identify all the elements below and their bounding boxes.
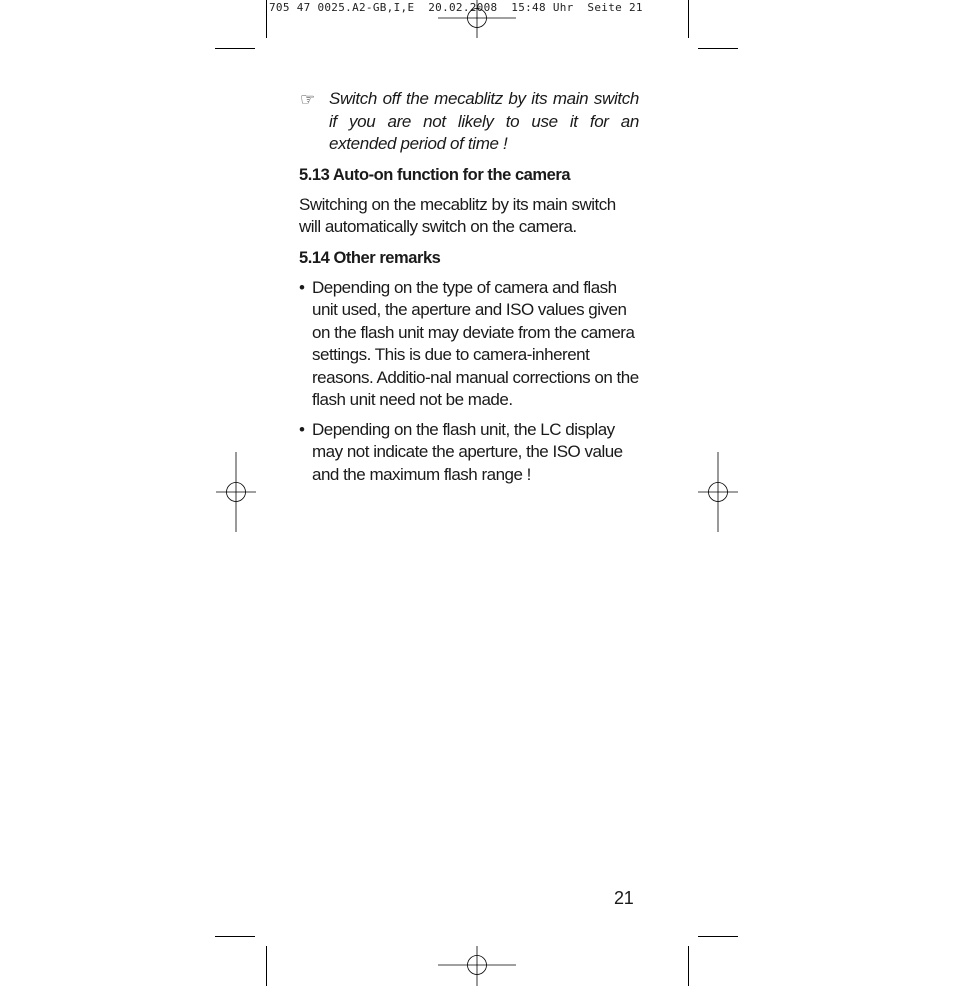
remarks-list [299, 277, 639, 487]
crop-mark [698, 936, 738, 937]
crop-mark [215, 936, 255, 937]
section-heading-5-13: 5.13 Auto-on function for the camera [299, 165, 571, 184]
page-content [299, 88, 639, 493]
crop-mark [266, 946, 267, 986]
registration-mark-top [436, 0, 518, 40]
crop-mark [688, 0, 689, 38]
crop-mark [688, 946, 689, 986]
list-item-text: Depending on the flash unit, the LC display may not indicate the aperture, the ISO value and the maximum flash range ! [312, 419, 623, 484]
bullet-icon: • [299, 419, 305, 439]
list-item [299, 419, 639, 487]
section-heading-5-14: 5.14 Other remarks [299, 248, 441, 267]
tip-note [299, 88, 639, 156]
page-number: 21 [614, 888, 634, 908]
tip-note-text: Switch off the mecablitz by its main switch if you are not likely to use it for an extended period of time ! [329, 89, 639, 153]
registration-mark-left [214, 452, 258, 532]
registration-mark-bottom [436, 946, 518, 986]
crop-mark [266, 0, 267, 38]
list-item [299, 277, 639, 412]
section-body-5-13: Switching on the mecablitz by its main switch will automatically switch on the camera. [299, 194, 616, 236]
pointing-hand-icon: ☞ [300, 90, 315, 109]
registration-mark-right [696, 452, 740, 532]
bullet-icon: • [299, 277, 305, 297]
list-item-text: Depending on the type of camera and flash unit used, the aperture and ISO values given on the flash unit may deviate from the camera settings. This is due to camera-inherent reasons. Additio-nal manual corrections on the flash unit need not be made. [312, 277, 639, 409]
crop-mark [698, 48, 738, 49]
crop-mark [215, 48, 255, 49]
print-slug: 705 47 0025.A2-GB,I,E 20.02.2008 15:48 Uhr Seite 21 [269, 1, 643, 14]
